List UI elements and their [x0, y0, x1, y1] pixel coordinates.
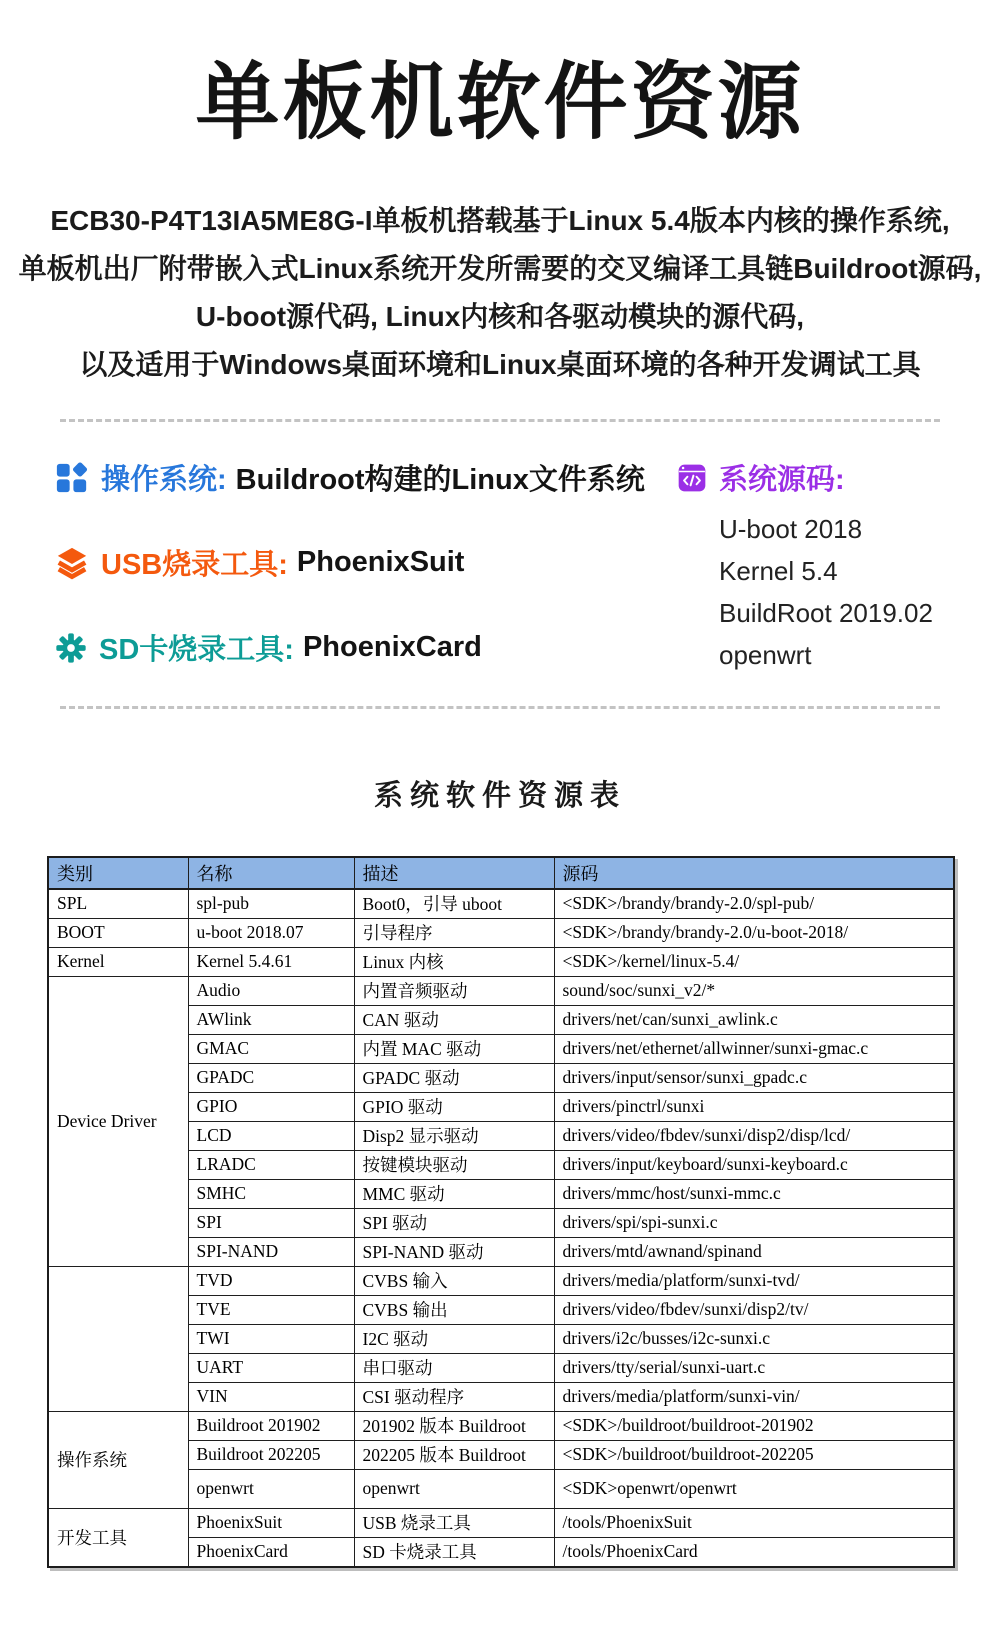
name-cell: openwrt	[188, 1469, 354, 1508]
name-cell: AWlink	[188, 1005, 354, 1034]
desc-cell: SD 卡烧录工具	[354, 1537, 554, 1567]
source-code-section	[677, 460, 1000, 676]
table-row	[48, 889, 954, 919]
desc-cell: I2C 驱动	[354, 1324, 554, 1353]
desc-cell: openwrt	[354, 1469, 554, 1508]
source-cell: drivers/i2c/busses/i2c-sunxi.c	[554, 1324, 954, 1353]
category-cell: Kernel	[48, 947, 188, 976]
desc-cell: GPIO 驱动	[354, 1092, 554, 1121]
name-cell: SPI-NAND	[188, 1237, 354, 1266]
source-cell: drivers/input/sensor/sunxi_gpadc.c	[554, 1063, 954, 1092]
name-cell: u-boot 2018.07	[188, 918, 354, 947]
name-cell: PhoenixSuit	[188, 1508, 354, 1537]
name-cell: Audio	[188, 976, 354, 1005]
desc-cell: 引导程序	[354, 918, 554, 947]
source-cell: drivers/spi/spi-sunxi.c	[554, 1208, 954, 1237]
source-cell: drivers/media/platform/sunxi-vin/	[554, 1382, 954, 1411]
intro-line: 单板机出厂附带嵌入式Linux系统开发所需要的交叉编译工具链Buildroot源码,	[18, 252, 982, 284]
source-cell: sound/soc/sunxi_v2/*	[554, 976, 954, 1005]
code-window-icon	[677, 463, 707, 493]
table-header-row	[48, 857, 954, 889]
intro-line: U-boot源代码, Linux内核和各驱动模块的源代码,	[195, 300, 805, 332]
category-cell: 开发工具	[48, 1508, 188, 1567]
intro-line: ECB30-P4T13IA5ME8G-I单板机搭载基于Linux 5.4版本内核的操作系统,	[50, 204, 950, 236]
desc-cell: SPI 驱动	[354, 1208, 554, 1237]
name-cell: TVE	[188, 1295, 354, 1324]
feature-label: SD卡烧录工具:	[99, 634, 294, 667]
source-cell: drivers/net/can/sunxi_awlink.c	[554, 1005, 954, 1034]
features-section	[0, 422, 1000, 676]
category-cell: 操作系统	[48, 1411, 188, 1508]
table-row	[48, 918, 954, 947]
name-cell: PhoenixCard	[188, 1537, 354, 1567]
source-list-item: openwrt	[719, 639, 812, 670]
source-section-header	[677, 460, 1000, 496]
desc-cell: MMC 驱动	[354, 1179, 554, 1208]
source-list	[719, 508, 1000, 676]
desc-cell: CSI 驱动程序	[354, 1382, 554, 1411]
desc-cell: Boot0，引导 uboot	[354, 889, 554, 919]
intro-paragraph	[0, 197, 1000, 389]
name-cell: VIN	[188, 1382, 354, 1411]
source-section-label: 系统源码:	[719, 464, 845, 497]
source-cell: <SDK>/buildroot/buildroot-201902	[554, 1411, 954, 1440]
feature-item	[55, 545, 677, 581]
desc-cell: 按键模块驱动	[354, 1150, 554, 1179]
desc-cell: Linux 内核	[354, 947, 554, 976]
source-cell: <SDK>/kernel/linux-5.4/	[554, 947, 954, 976]
name-cell: GMAC	[188, 1034, 354, 1063]
name-cell: Kernel 5.4.61	[188, 947, 354, 976]
name-cell: Buildroot 202205	[188, 1440, 354, 1469]
desc-cell: SPI-NAND 驱动	[354, 1237, 554, 1266]
table-header-cell: 名称	[188, 857, 354, 889]
intro-line: 以及适用于Windows桌面环境和Linux桌面环境的各种开发调试工具	[79, 348, 921, 380]
layers-icon	[55, 546, 89, 580]
name-cell: LCD	[188, 1121, 354, 1150]
table-wrapper	[47, 856, 953, 1568]
page-title: 单板机软件资源	[195, 55, 805, 149]
name-cell: TWI	[188, 1324, 354, 1353]
source-cell: drivers/video/fbdev/sunxi/disp2/tv/	[554, 1295, 954, 1324]
feature-item	[55, 460, 677, 496]
features-left-column	[55, 460, 677, 666]
source-list-item: U-boot 2018	[719, 513, 863, 544]
category-cell	[48, 1266, 188, 1411]
feature-label: USB烧录工具:	[101, 549, 288, 582]
name-cell: Buildroot 201902	[188, 1411, 354, 1440]
category-cell: BOOT	[48, 918, 188, 947]
gear-icon	[55, 632, 87, 664]
feature-value: Buildroot构建的Linux文件系统	[235, 464, 645, 497]
name-cell: GPIO	[188, 1092, 354, 1121]
source-cell: drivers/mmc/host/sunxi-mmc.c	[554, 1179, 954, 1208]
table-row	[48, 1508, 954, 1537]
table-header-cell: 类别	[48, 857, 188, 889]
source-cell: drivers/pinctrl/sunxi	[554, 1092, 954, 1121]
source-cell: drivers/tty/serial/sunxi-uart.c	[554, 1353, 954, 1382]
table-header-cell: 源码	[554, 857, 954, 889]
feature-value: PhoenixCard	[302, 631, 482, 664]
feature-value: PhoenixSuit	[296, 546, 465, 579]
name-cell: UART	[188, 1353, 354, 1382]
desc-cell: 串口驱动	[354, 1353, 554, 1382]
desc-cell: CVBS 输入	[354, 1266, 554, 1295]
desc-cell: CAN 驱动	[354, 1005, 554, 1034]
table-row	[48, 976, 954, 1005]
desc-cell: 201902 版本 Buildroot	[354, 1411, 554, 1440]
desc-cell: GPADC 驱动	[354, 1063, 554, 1092]
name-cell: SMHC	[188, 1179, 354, 1208]
source-cell: drivers/net/ethernet/allwinner/sunxi-gmac.c	[554, 1034, 954, 1063]
source-cell: drivers/media/platform/sunxi-tvd/	[554, 1266, 954, 1295]
category-cell: Device Driver	[48, 976, 188, 1266]
desc-cell: 202205 版本 Buildroot	[354, 1440, 554, 1469]
table-row	[48, 947, 954, 976]
source-cell: <SDK>/brandy/brandy-2.0/u-boot-2018/	[554, 918, 954, 947]
name-cell: LRADC	[188, 1150, 354, 1179]
category-cell: SPL	[48, 889, 188, 919]
source-list-item: BuildRoot 2019.02	[719, 597, 933, 628]
desc-cell: CVBS 输出	[354, 1295, 554, 1324]
source-cell: drivers/mtd/awnand/spinand	[554, 1237, 954, 1266]
source-cell: <SDK>/brandy/brandy-2.0/spl-pub/	[554, 889, 954, 919]
divider-bottom	[60, 706, 940, 709]
source-cell: <SDK>/buildroot/buildroot-202205	[554, 1440, 954, 1469]
name-cell: spl-pub	[188, 889, 354, 919]
name-cell: SPI	[188, 1208, 354, 1237]
table-row	[48, 1266, 954, 1295]
grid-apps-icon	[55, 461, 89, 495]
source-cell: /tools/PhoenixSuit	[554, 1508, 954, 1537]
name-cell: TVD	[188, 1266, 354, 1295]
desc-cell: USB 烧录工具	[354, 1508, 554, 1537]
resource-table	[47, 856, 955, 1568]
feature-label: 操作系统:	[101, 464, 227, 497]
desc-cell: Disp2 显示驱动	[354, 1121, 554, 1150]
source-cell: drivers/input/keyboard/sunxi-keyboard.c	[554, 1150, 954, 1179]
source-cell: <SDK>openwrt/openwrt	[554, 1469, 954, 1508]
name-cell: GPADC	[188, 1063, 354, 1092]
source-cell: /tools/PhoenixCard	[554, 1537, 954, 1567]
table-row	[48, 1411, 954, 1440]
table-title: 系统软件资源表	[373, 779, 626, 812]
desc-cell: 内置 MAC 驱动	[354, 1034, 554, 1063]
source-cell: drivers/video/fbdev/sunxi/disp2/disp/lcd/	[554, 1121, 954, 1150]
source-list-item: Kernel 5.4	[719, 555, 838, 586]
feature-item	[55, 630, 677, 666]
desc-cell: 内置音频驱动	[354, 976, 554, 1005]
table-header-cell: 描述	[354, 857, 554, 889]
